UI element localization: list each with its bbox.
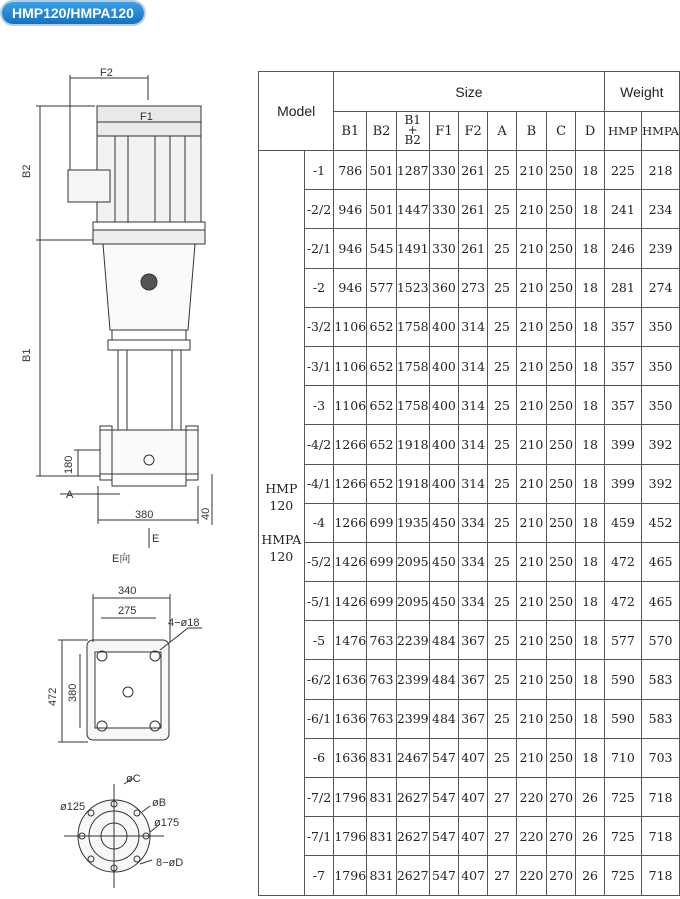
table-cell: -2 [304, 268, 334, 307]
table-cell: 2467 [396, 738, 429, 777]
table-cell: 250 [546, 503, 576, 542]
table-cell: 210 [517, 621, 547, 660]
label-275: 275 [118, 605, 137, 617]
table-cell: 710 [604, 738, 642, 777]
table-cell: 652 [367, 425, 397, 464]
table-cell: 545 [367, 229, 397, 268]
table-cell: -4/2 [304, 425, 334, 464]
table-cell: 25 [488, 464, 517, 503]
table-cell: 18 [576, 503, 604, 542]
table-cell: 400 [429, 425, 459, 464]
table-cell: 831 [367, 817, 397, 856]
table-cell: 334 [459, 503, 488, 542]
table-cell: 459 [604, 503, 642, 542]
table-cell: 25 [488, 660, 517, 699]
size-col-header: F1 [429, 112, 459, 151]
table-cell: 2399 [396, 660, 429, 699]
table-cell: 400 [429, 346, 459, 385]
table-cell: 250 [546, 425, 576, 464]
label-a: A [66, 489, 74, 501]
table-cell: 350 [642, 307, 680, 346]
table-cell: 407 [459, 738, 488, 777]
table-cell: 25 [488, 699, 517, 738]
table-cell: 399 [604, 464, 642, 503]
table-cell: 831 [367, 778, 397, 817]
table-cell: 18 [576, 386, 604, 425]
table-cell: 725 [604, 856, 642, 895]
pump-base [100, 430, 198, 474]
label-ob: øB [152, 797, 167, 809]
table-cell: 652 [367, 307, 397, 346]
table-cell: 250 [546, 582, 576, 621]
table-cell: 270 [546, 817, 576, 856]
size-col-header: B1 [334, 112, 367, 151]
table-cell: 583 [642, 660, 680, 699]
table-cell: 225 [604, 151, 642, 190]
table-cell: 699 [367, 542, 397, 581]
table-cell: 583 [642, 699, 680, 738]
table-cell: 501 [367, 151, 397, 190]
table-row [259, 464, 680, 503]
table-cell: 25 [488, 307, 517, 346]
table-cell: 703 [642, 738, 680, 777]
label-380: 380 [135, 509, 154, 521]
label-o125: ø125 [60, 801, 86, 813]
table-cell: 210 [517, 268, 547, 307]
table-cell: 25 [488, 386, 517, 425]
table-cell: 831 [367, 738, 397, 777]
label-b1: B1 [21, 348, 33, 362]
table-cell: 210 [517, 307, 547, 346]
table-cell: 2399 [396, 699, 429, 738]
table-row [259, 268, 680, 307]
table-cell: 18 [576, 699, 604, 738]
weight-col-header: HMP [604, 112, 642, 151]
size-col-header: B2 [367, 112, 397, 151]
table-cell: 250 [546, 738, 576, 777]
table-row [259, 856, 680, 895]
table-cell: 18 [576, 542, 604, 581]
table-cell: 590 [604, 660, 642, 699]
table-row [259, 778, 680, 817]
table-row [259, 386, 680, 425]
table-cell: 2095 [396, 542, 429, 581]
table-cell: -4/1 [304, 464, 334, 503]
size-col-header: A [488, 112, 517, 151]
table-cell: 330 [429, 151, 459, 190]
table-cell: -7/1 [304, 817, 334, 856]
table-cell: 27 [488, 817, 517, 856]
table-cell: 210 [517, 699, 547, 738]
table-row [259, 307, 680, 346]
label-180: 180 [63, 455, 75, 474]
table-cell: 831 [367, 856, 397, 895]
table-cell: -3/2 [304, 307, 334, 346]
table-cell: -3 [304, 386, 334, 425]
table-cell: 241 [604, 190, 642, 229]
table-cell: 210 [517, 738, 547, 777]
model-group-label: HMP 120 HMPA 120 [259, 151, 305, 896]
table-cell: 210 [517, 229, 547, 268]
table-cell: -2/1 [304, 229, 334, 268]
size-col-header: B [517, 112, 547, 151]
table-cell: 261 [459, 151, 488, 190]
table-cell: 18 [576, 307, 604, 346]
table-row [259, 582, 680, 621]
table-cell: 270 [546, 856, 576, 895]
weight-col-header: HMPA [642, 112, 680, 151]
table-cell: 250 [546, 151, 576, 190]
table-cell: 261 [459, 190, 488, 229]
table-cell: 250 [546, 268, 576, 307]
table-cell: 2239 [396, 621, 429, 660]
table-cell: 239 [642, 229, 680, 268]
table-row [259, 190, 680, 229]
table-cell: 25 [488, 582, 517, 621]
table-cell: 25 [488, 268, 517, 307]
table-cell: 18 [576, 621, 604, 660]
table-cell: 725 [604, 778, 642, 817]
table-cell: 407 [459, 856, 488, 895]
table-cell: 314 [459, 386, 488, 425]
table-cell: 2627 [396, 778, 429, 817]
label-40: 40 [200, 507, 212, 520]
table-cell: 472 [604, 582, 642, 621]
label-380b: 380 [67, 683, 79, 702]
table-cell: 1636 [334, 738, 367, 777]
table-cell: 246 [604, 229, 642, 268]
table-cell: -6/2 [304, 660, 334, 699]
table-cell: 452 [642, 503, 680, 542]
table-cell: 392 [642, 425, 680, 464]
label-f1: F1 [140, 111, 153, 123]
table-cell: 2627 [396, 817, 429, 856]
table-cell: 763 [367, 699, 397, 738]
table-row [259, 229, 680, 268]
table-cell: 946 [334, 190, 367, 229]
label-holes: 4−ø18 [168, 617, 200, 629]
table-cell: 946 [334, 268, 367, 307]
table-cell: 718 [642, 778, 680, 817]
table-cell: 274 [642, 268, 680, 307]
table-cell: 577 [604, 621, 642, 660]
table-cell: 367 [459, 699, 488, 738]
table-cell: 210 [517, 346, 547, 385]
model-header: Model [259, 72, 334, 151]
table-cell: 360 [429, 268, 459, 307]
table-cell: 465 [642, 582, 680, 621]
table-cell: 210 [517, 190, 547, 229]
table-cell: 314 [459, 346, 488, 385]
table-cell: 577 [367, 268, 397, 307]
table-cell: 1796 [334, 778, 367, 817]
table-cell: 1935 [396, 503, 429, 542]
table-cell: 1106 [334, 307, 367, 346]
table-cell: 1447 [396, 190, 429, 229]
table-cell: 407 [459, 778, 488, 817]
table-cell: -5 [304, 621, 334, 660]
table-cell: 250 [546, 542, 576, 581]
table-cell: 18 [576, 425, 604, 464]
table-cell: 484 [429, 621, 459, 660]
table-cell: 27 [488, 856, 517, 895]
table-cell: 234 [642, 190, 680, 229]
dimension-weight-table [258, 71, 680, 896]
table-cell: 250 [546, 699, 576, 738]
label-b2: B2 [21, 164, 33, 178]
table-cell: 25 [488, 425, 517, 464]
table-cell: 18 [576, 268, 604, 307]
table-cell: 210 [517, 503, 547, 542]
size-col-header: B1 + B2 [396, 112, 429, 151]
table-cell: 1636 [334, 660, 367, 699]
table-cell: 501 [367, 190, 397, 229]
table-row [259, 738, 680, 777]
table-cell: 400 [429, 386, 459, 425]
table-cell: 2627 [396, 856, 429, 895]
table-cell: 1287 [396, 151, 429, 190]
brand-logo [141, 274, 157, 290]
table-cell: 652 [367, 386, 397, 425]
table-cell: 1918 [396, 425, 429, 464]
table-cell: 210 [517, 425, 547, 464]
table-row [259, 621, 680, 660]
table-cell: -5/1 [304, 582, 334, 621]
table-cell: 314 [459, 464, 488, 503]
table-cell: 218 [642, 151, 680, 190]
table-cell: 210 [517, 542, 547, 581]
table-cell: 250 [546, 386, 576, 425]
table-cell: 350 [642, 346, 680, 385]
table-row [259, 817, 680, 856]
table-cell: 652 [367, 464, 397, 503]
table-cell: 25 [488, 229, 517, 268]
table-cell: 450 [429, 582, 459, 621]
table-cell: 18 [576, 346, 604, 385]
table-cell: 763 [367, 660, 397, 699]
table-cell: 314 [459, 307, 488, 346]
table-cell: 210 [517, 464, 547, 503]
table-row [259, 660, 680, 699]
table-cell: 220 [517, 856, 547, 895]
table-cell: 1796 [334, 856, 367, 895]
table-cell: 250 [546, 307, 576, 346]
table-cell: -1 [304, 151, 334, 190]
table-cell: 484 [429, 660, 459, 699]
table-cell: 314 [459, 425, 488, 464]
table-cell: 1266 [334, 464, 367, 503]
table-cell: 1426 [334, 582, 367, 621]
table-cell: 18 [576, 229, 604, 268]
table-row [259, 346, 680, 385]
table-cell: 450 [429, 542, 459, 581]
table-cell: 1426 [334, 542, 367, 581]
table-cell: 1106 [334, 346, 367, 385]
table-cell: -7 [304, 856, 334, 895]
table-cell: 400 [429, 307, 459, 346]
table-cell: 718 [642, 817, 680, 856]
table-cell: 699 [367, 582, 397, 621]
table-cell: 25 [488, 151, 517, 190]
table-cell: -4 [304, 503, 334, 542]
label-472: 472 [47, 687, 59, 706]
table-cell: 718 [642, 856, 680, 895]
table-cell: 1476 [334, 621, 367, 660]
table-cell: 407 [459, 817, 488, 856]
table-cell: 25 [488, 738, 517, 777]
table-cell: 399 [604, 425, 642, 464]
table-cell: -5/2 [304, 542, 334, 581]
table-cell: 1796 [334, 817, 367, 856]
pump-drawing [0, 0, 258, 899]
table-cell: 1491 [396, 229, 429, 268]
table-cell: 725 [604, 817, 642, 856]
table-cell: 946 [334, 229, 367, 268]
table-cell: 18 [576, 738, 604, 777]
table-cell: 590 [604, 699, 642, 738]
label-oc: øC [126, 773, 141, 785]
table-row [259, 542, 680, 581]
table-cell: 18 [576, 582, 604, 621]
table-cell: 26 [576, 817, 604, 856]
table-cell: 210 [517, 151, 547, 190]
table-cell: 18 [576, 190, 604, 229]
table-cell: 26 [576, 778, 604, 817]
table-cell: 786 [334, 151, 367, 190]
table-cell: -3/1 [304, 346, 334, 385]
table-cell: 465 [642, 542, 680, 581]
table-cell: 547 [429, 856, 459, 895]
table-cell: 250 [546, 621, 576, 660]
table-cell: -6 [304, 738, 334, 777]
table-cell: 547 [429, 778, 459, 817]
table-cell: 547 [429, 738, 459, 777]
table-cell: 25 [488, 503, 517, 542]
label-e-direction: E向 [112, 553, 131, 565]
table-cell: 699 [367, 503, 397, 542]
table-cell: 472 [604, 542, 642, 581]
table-cell: 367 [459, 660, 488, 699]
table-cell: 392 [642, 464, 680, 503]
terminal-box [68, 170, 110, 202]
table-cell: 357 [604, 307, 642, 346]
table-row [259, 425, 680, 464]
table-cell: 25 [488, 542, 517, 581]
table-cell: 250 [546, 229, 576, 268]
table-cell: 220 [517, 817, 547, 856]
table-cell: 1758 [396, 386, 429, 425]
table-cell: 330 [429, 229, 459, 268]
table-row [259, 503, 680, 542]
table-cell: 18 [576, 464, 604, 503]
size-col-header: D [576, 112, 604, 151]
table-cell: 570 [642, 621, 680, 660]
table-cell: 273 [459, 268, 488, 307]
table-cell: 1523 [396, 268, 429, 307]
table-cell: 27 [488, 778, 517, 817]
table-cell: 270 [546, 778, 576, 817]
table-cell: 547 [429, 817, 459, 856]
table-cell: 18 [576, 151, 604, 190]
table-cell: 210 [517, 582, 547, 621]
table-cell: 1106 [334, 386, 367, 425]
table-cell: 1918 [396, 464, 429, 503]
table-cell: 25 [488, 346, 517, 385]
table-cell: 334 [459, 542, 488, 581]
table-cell: 250 [546, 660, 576, 699]
table-cell: 652 [367, 346, 397, 385]
table-cell: 2095 [396, 582, 429, 621]
table-cell: -7/2 [304, 778, 334, 817]
size-col-header: F2 [459, 112, 488, 151]
table-cell: -2/2 [304, 190, 334, 229]
table-cell: 261 [459, 229, 488, 268]
table-cell: 281 [604, 268, 642, 307]
table-cell: 18 [576, 660, 604, 699]
table-cell: 357 [604, 386, 642, 425]
table-cell: 1636 [334, 699, 367, 738]
table-cell: 250 [546, 190, 576, 229]
table-cell: 25 [488, 190, 517, 229]
table-cell: 763 [367, 621, 397, 660]
label-o175: ø175 [154, 817, 180, 829]
label-340: 340 [118, 585, 137, 597]
table-cell: 1758 [396, 307, 429, 346]
model-badge: HMP120/HMPA120 [2, 2, 144, 24]
table-row [259, 699, 680, 738]
table-cell: 367 [459, 621, 488, 660]
table-cell: 210 [517, 660, 547, 699]
table-cell: 1266 [334, 425, 367, 464]
table-cell: 484 [429, 699, 459, 738]
table-cell: 400 [429, 464, 459, 503]
label-e: E [152, 533, 160, 545]
table-cell: 350 [642, 386, 680, 425]
table-cell: 220 [517, 778, 547, 817]
weight-header: Weight [604, 72, 679, 112]
table-cell: 26 [576, 856, 604, 895]
table-cell: 330 [429, 190, 459, 229]
label-f2: F2 [100, 67, 113, 79]
table-cell: 1758 [396, 346, 429, 385]
table-cell: 357 [604, 346, 642, 385]
table-cell: 25 [488, 621, 517, 660]
size-header: Size [334, 72, 604, 112]
table-cell: 1266 [334, 503, 367, 542]
label-od: 8−øD [156, 857, 184, 869]
table-cell: -6/1 [304, 699, 334, 738]
table-cell: 334 [459, 582, 488, 621]
table-cell: 250 [546, 464, 576, 503]
table-cell: 250 [546, 346, 576, 385]
size-col-header: C [546, 112, 576, 151]
table-cell: 210 [517, 386, 547, 425]
table-row [259, 151, 680, 190]
table-cell: 450 [429, 503, 459, 542]
